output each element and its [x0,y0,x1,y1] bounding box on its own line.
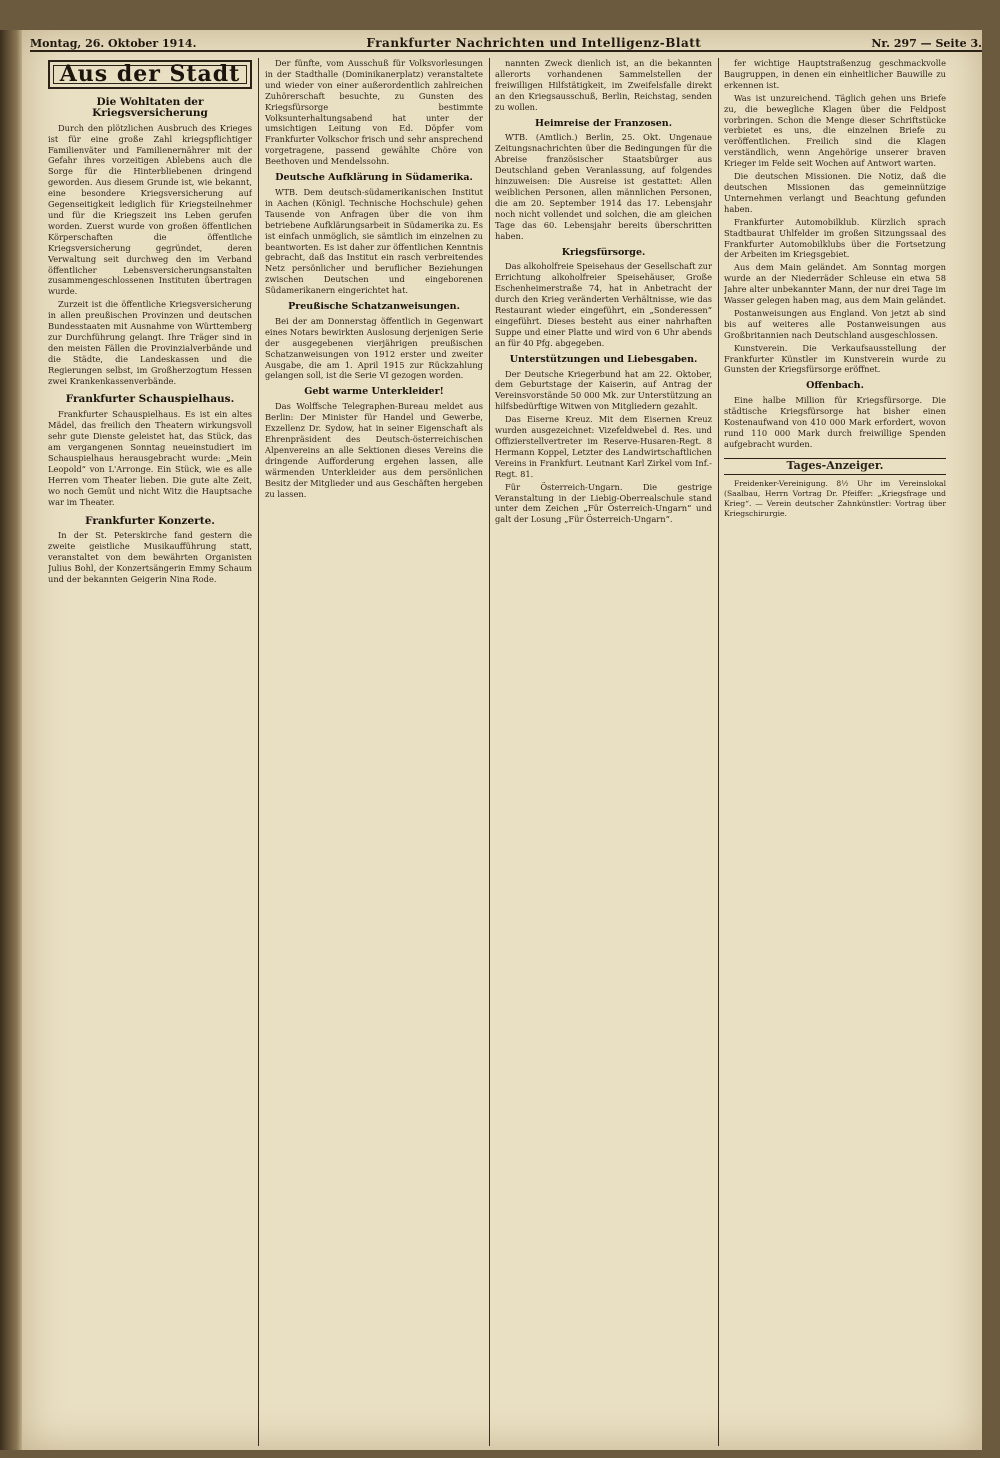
column-3 [495,58,712,1448]
article-headline: Offenbach. [806,380,864,392]
article-headline: Frankfurter Konzerte. [85,514,215,527]
article-paragraph: Postanweisungen aus England. Von jetzt ab sind bis auf weiteres alle Postanweisungen aus Großbritannien nach Deutschland ausgeschlossen. [724,307,946,340]
article-headline: Preußische Schatzanweisungen. [288,301,460,313]
column-2 [265,58,483,1448]
article-paragraph: fer wichtige Hauptstraßenzug geschmackvolle Baugruppen, in denen ein einheitlicher Bauwille zu erkennen ist. [724,58,946,90]
column-1 [48,58,252,1448]
article-paragraph: Die deutschen Missionen. Die Notiz, daß die deutschen Missionen das gemeinnützige Unternehmen verlangt und Beachtung gefunden haben. [724,171,946,214]
article-paragraph: Frankfurter Schauspielhaus. Es ist ein altes Mädel, das freilich den Theatern wirkungsvoll sehr gute Dienste geleistet hat, das Stück, das am vergangenen Sonntag neueinstudiert im Schauspielhaus herausgebracht wurde: „Mein Leopold“ von L'Arronge. Ein Stück, wie es alle Herren vom Theater lieben. Die gute alte Zeit, wo noch Gemüt und nicht Witz die Hauptsache war im Theater. [48,409,252,507]
section-title: Aus der Stadt [53,65,247,84]
article-headline: Heimreise der Franzosen. [534,117,673,129]
article-paragraph: Was ist unzureichend. Täglich gehen uns Briefe zu, die bewegliche Klagen über die Feldpost vorbringen. Schon die Menge dieser Schriftstücke verbietet es uns, die einzelnen Briefe zu veröffentlichen. Freilich sind die Klagen verständlich, wenn Angehörige unserer braven Krieger im Felde seit Wochen auf Antwort warten. [724,92,946,169]
article-paragraph: Das Eiserne Kreuz. Mit dem Eisernen Kreuz wurden ausgezeichnet: Vizefeldwebel d. Res. und Offizierstellvertreter im Reserve-Husaren-Regt. 8 Hermann Koppel, Letzter des Landwirtschaftlichen Vereins in Frankfurt. Leutnant Karl Zirkel vom Inf.-Regt. 81. [495,414,712,479]
article-headline: Deutsche Aufklärung in Südamerika. [275,172,473,184]
article-headline: Kriegsfürsorge. [561,246,646,258]
article-headline: Frankfurter Schauspielhaus. [65,393,235,406]
column-rule [489,58,490,1446]
article-headline: Gebt warme Unterkleider! [304,386,444,398]
page-header [30,28,982,52]
article-paragraph: Das alkoholfreie Speisehaus der Gesellschaft zur Errichtung alkoholfreier Speisehäuser, Große Eschenheimerstraße 74, hat in Anbetracht der durch den Krieg veränderten Verhältnisse, wie das Restaurant wieder eingeführt, ein „Sonderessen“ eingeführt. Dieses besteht aus einer nahrhaften Suppe und einer Platte und wird von 6 Uhr abends an für 40 Pfg. abgegeben. [495,261,712,348]
article-paragraph: Frankfurter Automobilklub. Kürzlich sprach Stadtbaurat Uhlfelder im großen Sitzungssaal des Frankfurter Automobilklubs über die Fortsetzung der Arbeiten im Kriegsgebiet. [724,216,946,260]
column-rule [258,58,259,1446]
article-paragraph: Das Wolffsche Telegraphen-Bureau meldet aus Berlin: Der Minister für Handel und Gewerbe, Exzellenz Dr. Sydow, hat in seiner Eigenschaft als Ehrenpräsident des Deutsch-österreichischen Alpenvereins an alle Sektionen dieses Vereins die dringende Aufforderung ergehen lassen, alle wärmenden Unterkleider aus dem persönlichen Besitz der Mitglieder und aus Geschäften hergeben zu lassen. [265,401,483,499]
article-paragraph: Zurzeit ist die öffentliche Kriegsversicherung in allen preußischen Provinzen und deutschen Bundesstaaten mit Ausnahme von Württemberg zur Durchführung gelangt. Ihre Träger sind in den meisten Fällen die Provinzialverbände und die Städte, die Landeskassen und die Regierungen selbst, im Großherzogtum Hessen zwei Krankenkassenverbände. [48,299,252,386]
article-paragraph: Für Österreich-Ungarn. Die gestrige Veranstaltung in der Liebig-Oberrealschule stand unter dem Zeichen „Für Österreich-Ungarn“ und galt der Losung „Für Österreich-Ungarn“. [495,481,712,525]
article-paragraph: WTB. (Amtlich.) Berlin, 25. Okt. Ungenaue Zeitungsnachrichten über die Bedingungen für die Abreise französischer Staatsbürger aus Deutschland geben Veranlassung, auf folgendes hinzuweisen: Die Ausreise ist gestattet: Allen weiblichen Personen, allen männlichen Personen, die am 20. September 1914 das 17. Lebensjahr noch nicht vollendet und solchen, die am gleichen Tage das 60. Lebensjahr bereits überschritten haben. [495,132,712,241]
header-paper-title: Frankfurter Nachrichten und Intelligenz-Blatt [366,36,702,50]
section-masthead [48,60,252,89]
article-paragraph: Kunstverein. Die Verkaufsausstellung der Frankfurter Künstler im Kunstverein wurde zu Gunsten der Kriegsfürsorge eröffnet. [724,342,946,375]
article-paragraph: In der St. Peterskirche fand gestern die zweite geistliche Musikaufführung statt, veranstaltet von dem bewährten Organisten Julius Bohl, der Konzertsängerin Emmy Schaum und der bekannten Geigerin Nina Rode. [48,530,252,585]
article-paragraph: Der Deutsche Kriegerbund hat am 22. Oktober, dem Geburtstage der Kaiserin, auf Antrag der Vereinsvorstände 50 000 Mk. zur Unterstützung an hilfsbedürftige Witwen von Mitgliedern gezahlt. [495,368,712,412]
article-paragraph: Aus dem Main geländet. Am Sonntag morgen wurde an der Niederräder Schleuse ein etwa 58 Jahre alter unbekannter Mann, der nur drei Tage im Wasser gelegen haben mag, aus dem Main geländet. [724,262,946,306]
article-paragraph: Eine halbe Million für Kriegsfürsorge. Die städtische Kriegsfürsorge hat bisher einen Kostenaufwand von 410 000 Mark erfordert, wovon rund 110 000 Mark durch freiwillige Spenden aufgebracht wurden. [724,395,946,449]
article-paragraph: Freidenker-Vereinigung. 8½ Uhr im Vereinslokal (Saalbau, Herrn Vortrag Dr. Pfeiffer: „Kriegsfrage und Krieg“. — Verein deutscher Zahnkünstler: Vortrag über Kriegschirurgie. [724,478,946,518]
tages-anzeiger-heading: Tages-Anzeiger. [724,458,946,475]
article-paragraph: Der fünfte, vom Ausschuß für Volksvorlesungen in der Stadthalle (Dominikanerplatz) veranstaltete und wieder von einer außerordentlich zahlreichen Zuhörerschaft besuchte, zu Gunsten des Kriegsfürsorge bestimmte Volksunterhaltungsabend hat unter der umsichtigen Leitung von Ed. Döpfer vom Frankfurter Volkschor frisch und sehr ansprechend vorgetragene, passend gewählte Chöre von Beethoven und Mendelssohn. [265,58,483,167]
article-paragraph: Bei der am Donnerstag öffentlich in Gegenwart eines Notars bewirkten Auslosung derjenigen Serie der ausgegebenen vierjährigen preußischen Schatzanweisungen von 1912 erster und zweiter Ausgabe, die am 1. April 1915 zur Rückzahlung gelangen soll, ist die Serie VI gezogen worden. [265,315,483,381]
article-headline: Unterstützungen und Liebesgaben. [509,353,698,365]
article-headline: Die Wohltaten der Kriegsversicherung [92,95,208,119]
column-rule [718,58,719,1446]
column-4 [724,58,946,1448]
header-page-number: Nr. 297 — Seite 3. [871,37,982,50]
article-paragraph: Durch den plötzlichen Ausbruch des Krieges ist für eine große Zahl kriegspflichtiger Familienväter und Familienernährer mit der Gefahr ihres vorzeitigen Ablebens auch die Sorge für die Hinterbliebenen dringend geworden. Aus diesem Grunde ist, wie bekannt, eine besondere Kriegsversicherung auf Gegenseitigkeit lediglich für Kriegsteilnehmer und für die Kriegszeit ins Leben gerufen worden. Zuerst wurde von großen öffentlichen Körperschaften die öffentliche Kriegsversicherung gegründet, deren Verwaltung seit durchweg den im Verband öffentlicher Lebensversicherungsanstalten zusammengeschlossenen Instituten übertragen wurde. [48,122,252,297]
page-binding [0,30,24,1450]
header-date: Montag, 26. Oktober 1914. [30,37,197,50]
article-paragraph: WTB. Dem deutsch-südamerikanischen Institut in Aachen (Königl. Technische Hochschule) gehen Tausende von Anfragen über die von ihm betriebene Aufklärungsarbeit in Südamerika zu. Es ist einfach unmöglich, sie sämtlich im einzelnen zu beantworten. Es ist daher zur öffentlichen Kenntnis gebracht, daß das Institut ein rasch verbreitendes Netz persönlicher und beruflicher Beziehungen zwischen Deutschen und eingeborenen Südamerikanern eingerichtet hat. [265,186,483,296]
article-paragraph: nannten Zweck dienlich ist, an die bekannten allerorts vorhandenen Sammelstellen der freiwilligen Hilfstätigkeit, im Zweifelsfalle direkt an den Kriegsausschuß, Berlin, Reichstag, senden zu wollen. [495,58,712,112]
